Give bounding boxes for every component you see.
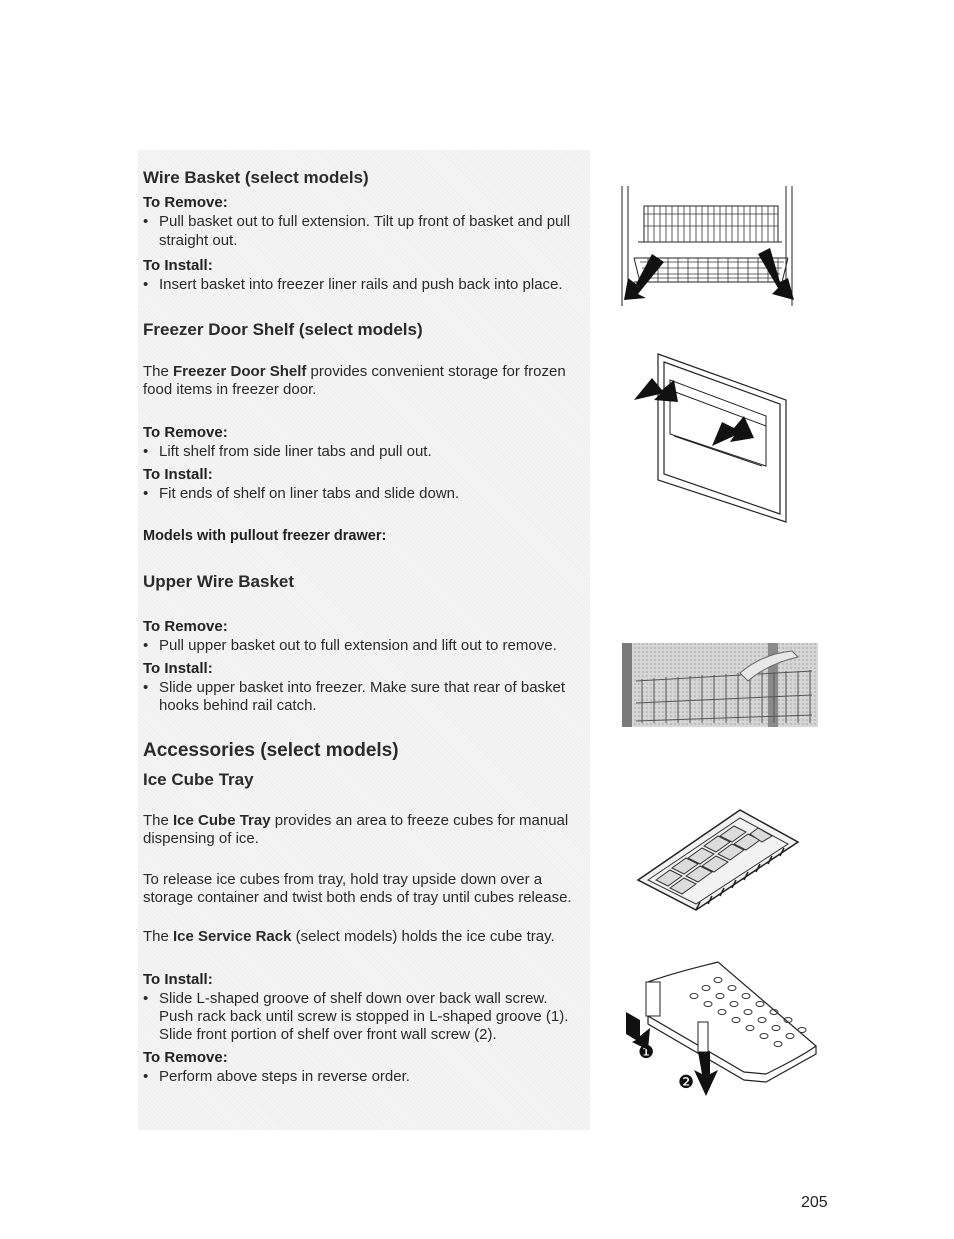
rack-install-line3: Slide front portion of shelf over front wall screw (2). (159, 1026, 497, 1043)
upper-basket-install-label: To Install: (143, 660, 213, 677)
ice-cube-tray-illustration (634, 806, 802, 912)
tray-intro (143, 812, 568, 830)
rack-remove-label: To Remove: (143, 1049, 228, 1066)
wire-basket-install-line1: Insert basket into freezer liner rails and push back into place. (159, 276, 563, 293)
bullet-dot: • (143, 213, 149, 230)
accessories-heading: Accessories (select models) (143, 740, 399, 761)
door-shelf-remove-line1: Lift shelf from side liner tabs and pull out. (159, 443, 432, 460)
bullet-dot: • (143, 679, 149, 696)
upper-basket-remove-label: To Remove: (143, 618, 228, 635)
door-shelf-intro-post: provides convenient storage for frozen (306, 363, 566, 380)
tray-intro-line2: dispensing of ice. (143, 830, 259, 847)
tray-intro-pre: The (143, 812, 174, 829)
release-line1: To release ice cubes from tray, hold tray upside down over a (143, 871, 543, 888)
wire-basket-install-label: To Install: (143, 257, 213, 274)
wire-basket-remove-line1: Pull basket out to full extension. Tilt up front of basket and pull (159, 213, 571, 230)
ice-cube-tray-heading: Ice Cube Tray (143, 770, 254, 789)
rack-intro (143, 928, 555, 946)
bullet-dot: • (143, 485, 149, 502)
tray-intro-bold: Ice Cube Tray (173, 812, 271, 829)
rack-step-1-badge: ❶ (638, 1042, 655, 1063)
upper-basket-install-line1: Slide upper basket into freezer. Make sure that rear of basket (159, 679, 566, 696)
door-shelf-intro-pre: The (143, 363, 174, 380)
rack-install-label: To Install: (143, 971, 213, 988)
upper-wire-basket-photo (622, 643, 818, 727)
upper-basket-heading: Upper Wire Basket (143, 572, 295, 591)
freezer-door-shelf-illustration (630, 350, 792, 525)
door-shelf-intro (143, 363, 566, 381)
bullet-dot: • (143, 990, 149, 1007)
tray-intro-post: provides an area to freeze cubes for manual (270, 812, 569, 829)
rack-intro-pre: The (143, 928, 174, 945)
wire-basket-remove-line2: straight out. (159, 232, 238, 249)
bullet-dot: • (143, 276, 149, 293)
rack-intro-post: (select models) holds the ice cube tray. (291, 928, 555, 945)
rack-install-line2: Push rack back until screw is stopped in L-shaped groove (1). (159, 1008, 569, 1025)
wire-basket-remove-label: To Remove: (143, 194, 228, 211)
rack-intro-bold: Ice Service Rack (173, 928, 292, 945)
release-line2: storage container and twist both ends of tray until cubes release. (143, 889, 572, 906)
door-shelf-heading: Freezer Door Shelf (select models) (143, 320, 423, 339)
door-shelf-remove-label: To Remove: (143, 424, 228, 441)
door-shelf-intro-line2: food items in freezer door. (143, 381, 317, 398)
rack-remove-line1: Perform above steps in reverse order. (159, 1068, 410, 1085)
door-shelf-install-line1: Fit ends of shelf on liner tabs and slide down. (159, 485, 460, 502)
upper-basket-install-line2: hooks behind rail catch. (159, 697, 317, 714)
ice-service-rack-illustration (622, 960, 822, 1100)
wire-basket-heading: Wire Basket (select models) (143, 168, 369, 187)
upper-basket-remove-line1: Pull upper basket out to full extension and lift out to remove. (159, 637, 557, 654)
wire-basket-illustration (618, 182, 800, 310)
door-shelf-intro-bold: Freezer Door Shelf (173, 363, 307, 380)
models-note: Models with pullout freezer drawer: (143, 528, 387, 544)
door-shelf-install-label: To Install: (143, 466, 213, 483)
bullet-dot: • (143, 1068, 149, 1085)
rack-step-2-badge: ❷ (678, 1072, 695, 1093)
rack-install-line1: Slide L-shaped groove of shelf down over back wall screw. (159, 990, 548, 1007)
page-number: 205 (801, 1194, 828, 1211)
bullet-dot: • (143, 443, 149, 460)
bullet-dot: • (143, 637, 149, 654)
